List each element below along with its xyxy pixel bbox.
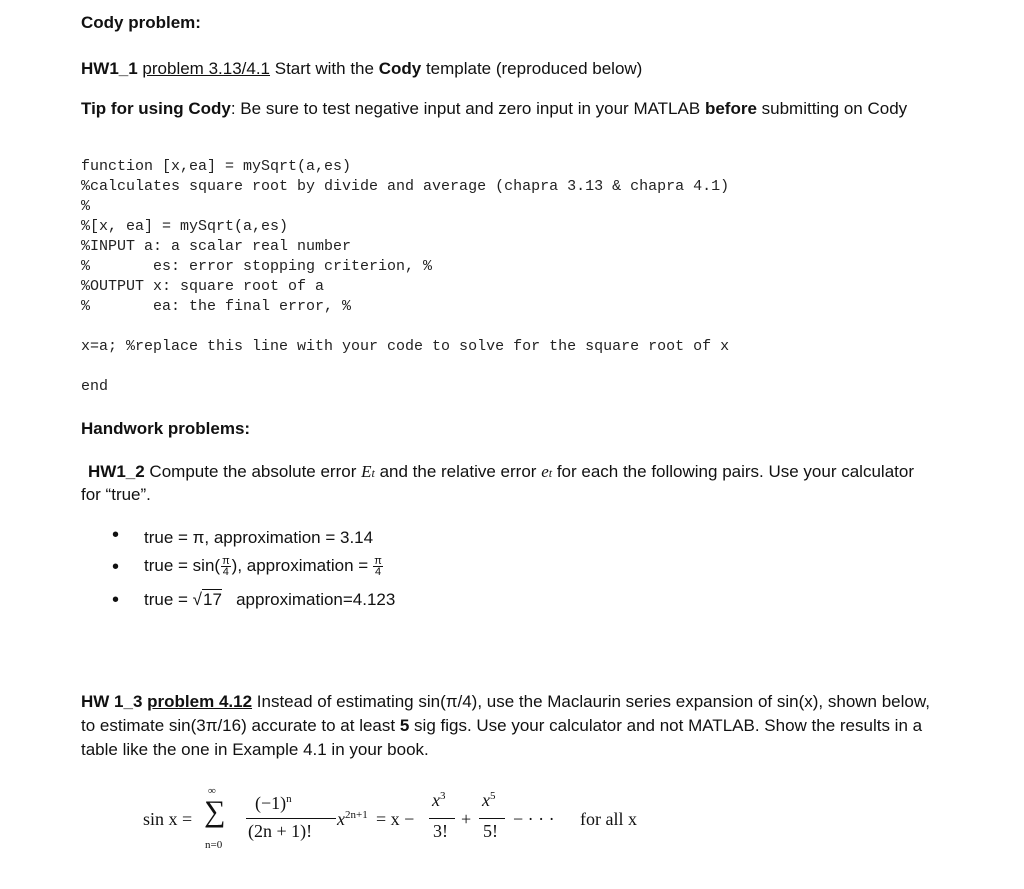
hw1-3-line2: to estimate sin(3π/16) accurate to at least 5 sig figs. Use your calculator and not MATLAB. Show the results in a xyxy=(81,716,923,735)
power-term: $x^{2n+1}$ xyxy=(337,809,368,829)
hw1-1-problem-link[interactable]: problem 3.13/4.1 xyxy=(142,59,271,78)
code-line: %OUTPUT x: square root of a xyxy=(81,278,325,295)
hw1-1-text-b: template (reproduced below) xyxy=(425,59,643,78)
bullet-icon: • xyxy=(112,589,120,611)
pi-over-4-fraction: $\frac{\pi}{4}$ xyxy=(222,555,230,579)
hw1-1-line xyxy=(81,58,642,80)
series-ellipsis: − · · · xyxy=(513,809,555,829)
hw1-2-text-a: Compute the absolute error xyxy=(149,462,357,481)
pair-3-approx: approximation=4.123 xyxy=(236,590,396,609)
hw1-3-line3: table like the one in Example 4.1 in your book. xyxy=(81,740,429,759)
term2-fraction-bar xyxy=(479,818,505,819)
pair-3-prefix: true = √ xyxy=(144,590,202,609)
pair-2-prefix: true = sin( xyxy=(144,556,221,575)
rel-error-subscript: t xyxy=(548,466,553,480)
sig-fig-count: 5 xyxy=(399,716,410,735)
tip-label: Tip for using Cody xyxy=(81,99,231,118)
hw1-1-cody-word: Cody xyxy=(378,59,422,78)
code-line: % xyxy=(81,198,91,215)
code-line: end xyxy=(81,378,109,395)
hw1-1-label: HW1_1 xyxy=(81,59,138,78)
code-line: % ea: the final error, % xyxy=(81,298,352,315)
hw1-2-line2: for “true”. xyxy=(81,485,151,504)
code-block xyxy=(81,137,729,417)
code-line: %INPUT a: a scalar real number xyxy=(81,238,352,255)
formula-lhs: sin x = xyxy=(143,809,193,829)
hw1-2-label: HW1_2 xyxy=(88,462,145,481)
pair-2 xyxy=(144,555,384,577)
plus-sign: + xyxy=(461,809,472,829)
hw1-3-label: HW 1_3 xyxy=(81,692,143,711)
sigma-symbol: ∑ xyxy=(204,795,226,828)
term1-numerator: $x^3$ xyxy=(432,790,446,810)
code-line: % es: error stopping criterion, % xyxy=(81,258,433,275)
code-line: %calculates square root by divide and average (chapra 3.13 & chapra 4.1) xyxy=(81,178,730,195)
abs-error-symbol: E xyxy=(361,462,372,481)
tip-line xyxy=(81,98,907,120)
bullet-icon: • xyxy=(112,524,120,546)
sum-lower-limit: n=0 xyxy=(205,839,223,851)
hw1-2-text-b: and the relative error xyxy=(379,462,537,481)
approx-fraction: $\frac{\pi}{4}$ xyxy=(374,555,382,579)
hw1-2-text-c: for each the following pairs. Use your calculator xyxy=(556,462,914,481)
cody-heading: Cody problem: xyxy=(81,13,201,32)
rel-error-symbol: e xyxy=(541,462,549,481)
hw1-3-problem-link[interactable]: problem 4.12 xyxy=(147,692,253,711)
for-all-x: for all x xyxy=(580,809,637,829)
coef-denominator: (2n + 1)! xyxy=(248,821,313,841)
handwork-heading: Handwork problems: xyxy=(81,419,251,438)
hw1-1-text-a: Start with the xyxy=(274,59,374,78)
sum-upper-limit: ∞ xyxy=(208,785,216,797)
code-line: x=a; %replace this line with your code to solve for the square root of x xyxy=(81,338,730,355)
code-line: %[x, ea] = mySqrt(a,es) xyxy=(81,218,289,235)
tip-before-word: before xyxy=(704,99,757,118)
series-equals: = x − xyxy=(376,809,415,829)
coef-numerator: $(-1)^n$ xyxy=(255,793,292,813)
term2-numerator: $x^5$ xyxy=(482,790,496,810)
pair-1: true = π, approximation = 3.14 xyxy=(144,528,374,547)
code-line xyxy=(81,317,729,337)
hw1-3-line1 xyxy=(81,691,930,713)
tip-text-b: submitting on Cody xyxy=(761,99,908,118)
bullet-icon: • xyxy=(112,556,120,578)
code-line xyxy=(81,357,729,377)
hw1-3-line1-text: Instead of estimating sin(π/4), use the Maclaurin series expansion of sin(x), shown below, xyxy=(256,692,930,711)
term2-denominator: 5! xyxy=(483,821,498,841)
term1-fraction-bar xyxy=(429,818,455,819)
term1-denominator: 3! xyxy=(433,821,448,841)
coef-fraction-bar xyxy=(246,818,336,819)
pair-2-middle: ), approximation = xyxy=(231,556,369,575)
radicand: 17 xyxy=(203,590,222,609)
code-line: function [x,ea] = mySqrt(a,es) xyxy=(81,158,352,175)
abs-error-subscript: t xyxy=(371,466,375,480)
pair-3 xyxy=(144,589,395,611)
tip-text-a: : Be sure to test negative input and zero input in your MATLAB xyxy=(230,99,701,118)
hw1-2-line1 xyxy=(88,461,914,484)
